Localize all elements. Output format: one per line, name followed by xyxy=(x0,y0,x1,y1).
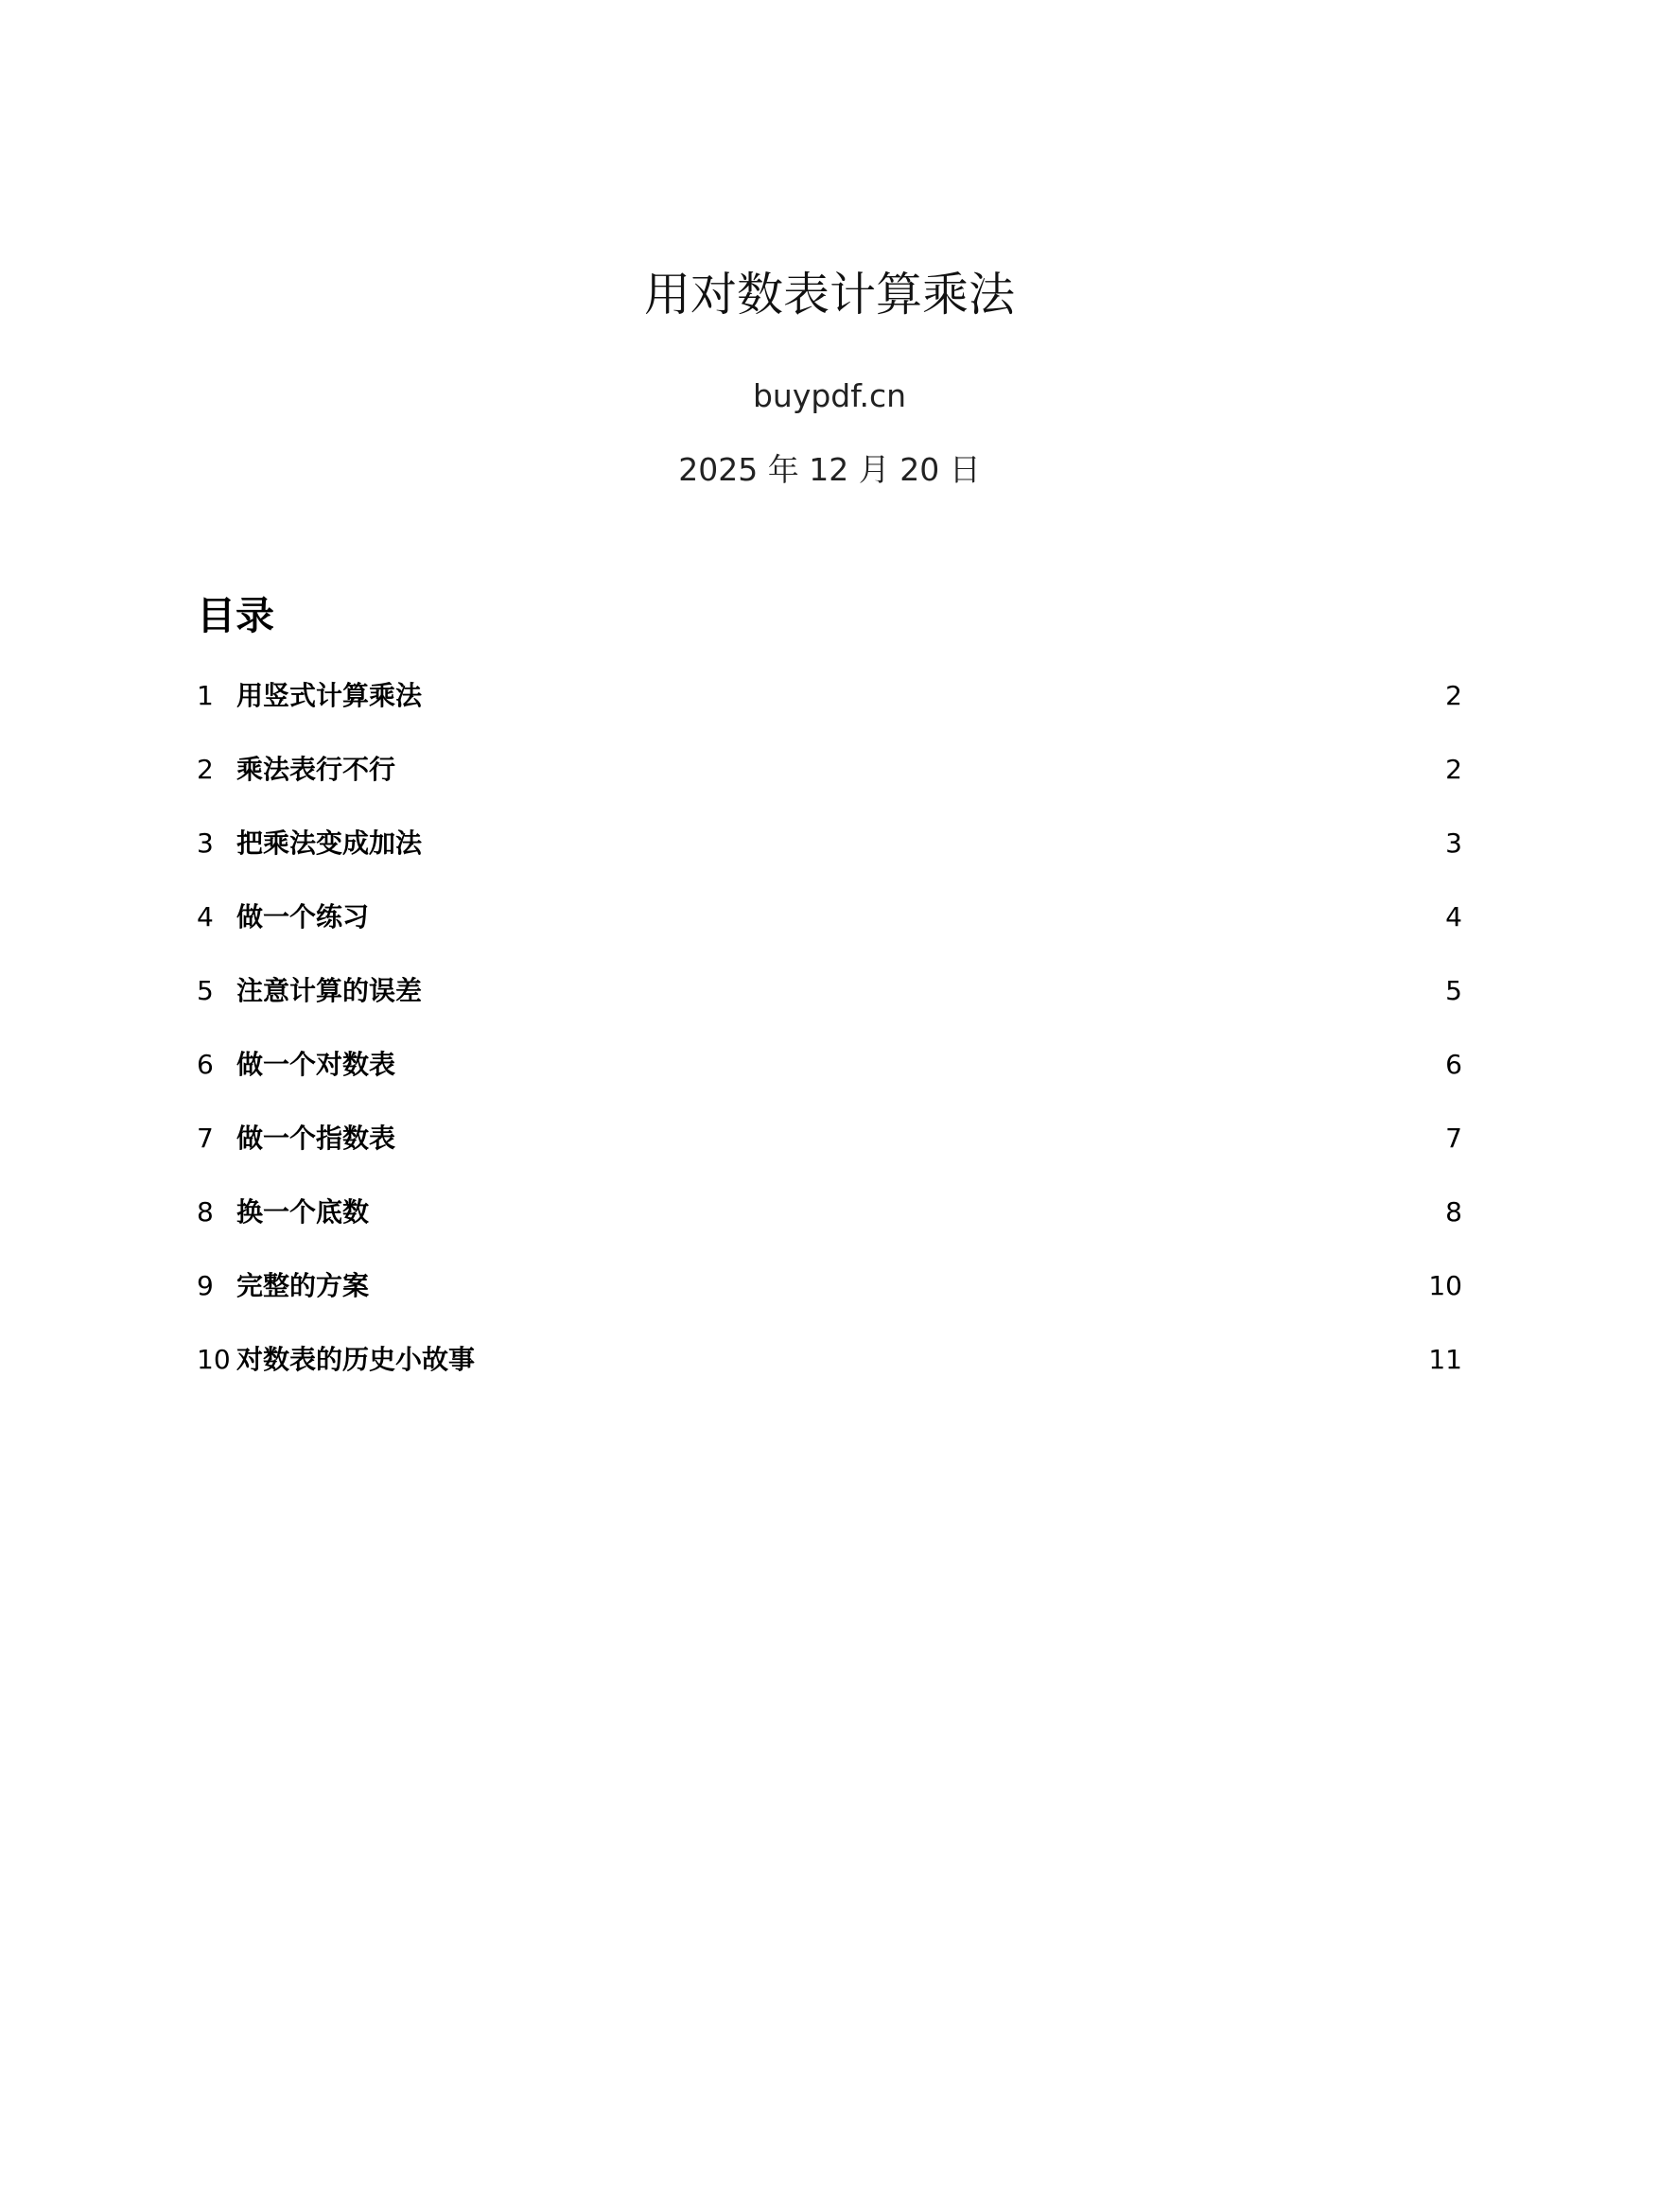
toc-entry-number: 9 xyxy=(197,1270,214,1301)
toc-entry-title[interactable]: 完整的方案 xyxy=(236,1270,370,1301)
toc-entry-title[interactable]: 注意计算的误差 xyxy=(236,975,423,1006)
toc-entry-page[interactable]: 11 xyxy=(1428,1344,1462,1375)
table-of-contents xyxy=(197,677,1462,1415)
toc-entry[interactable] xyxy=(197,825,1462,898)
toc-entry[interactable] xyxy=(197,1193,1462,1267)
toc-entry[interactable] xyxy=(197,1046,1462,1120)
toc-entry-number: 5 xyxy=(197,975,214,1006)
toc-entry-title[interactable]: 乘法表行不行 xyxy=(236,754,396,785)
toc-entry[interactable] xyxy=(197,972,1462,1046)
toc-entry-number: 4 xyxy=(197,901,214,932)
toc-entry-title[interactable]: 把乘法变成加法 xyxy=(236,827,423,859)
toc-entry[interactable] xyxy=(197,677,1462,751)
toc-entry[interactable] xyxy=(197,1267,1462,1341)
toc-entry-number: 2 xyxy=(197,754,214,785)
toc-entry-title[interactable]: 用竖式计算乘法 xyxy=(236,680,423,711)
toc-entry-page[interactable]: 5 xyxy=(1445,975,1462,1006)
document-title: 用对数表计算乘法 xyxy=(643,268,1015,322)
toc-entry-page[interactable]: 8 xyxy=(1445,1196,1462,1228)
toc-entry[interactable] xyxy=(197,1120,1462,1193)
toc-entry-page[interactable]: 6 xyxy=(1445,1049,1462,1080)
toc-entry-number: 6 xyxy=(197,1049,214,1080)
toc-entry-title[interactable]: 换一个底数 xyxy=(236,1196,370,1228)
toc-entry-page[interactable]: 3 xyxy=(1445,827,1462,859)
toc-entry[interactable] xyxy=(197,751,1462,825)
toc-entry-number: 3 xyxy=(197,827,214,859)
toc-entry-number: 8 xyxy=(197,1196,214,1228)
toc-heading: 目录 xyxy=(197,593,274,638)
toc-entry-title[interactable]: 做一个指数表 xyxy=(236,1123,396,1154)
toc-entry-number: 10 xyxy=(197,1344,231,1375)
toc-entry-page[interactable]: 2 xyxy=(1445,680,1462,711)
document-date: 2025 年 12 月 20 日 xyxy=(678,451,981,488)
toc-entry-title[interactable]: 对数表的历史小故事 xyxy=(236,1344,476,1375)
toc-entry[interactable] xyxy=(197,898,1462,972)
document-author: buypdf.cn xyxy=(752,377,907,414)
toc-entry-number: 1 xyxy=(197,680,214,711)
toc-entry-page[interactable]: 7 xyxy=(1445,1123,1462,1154)
toc-entry-title[interactable]: 做一个对数表 xyxy=(236,1049,396,1080)
toc-entry-number: 7 xyxy=(197,1123,214,1154)
toc-entry-page[interactable]: 4 xyxy=(1445,901,1462,932)
toc-entry-page[interactable]: 10 xyxy=(1428,1270,1462,1301)
toc-entry[interactable] xyxy=(197,1341,1462,1415)
toc-entry-page[interactable]: 2 xyxy=(1445,754,1462,785)
toc-entry-title[interactable]: 做一个练习 xyxy=(236,901,370,932)
